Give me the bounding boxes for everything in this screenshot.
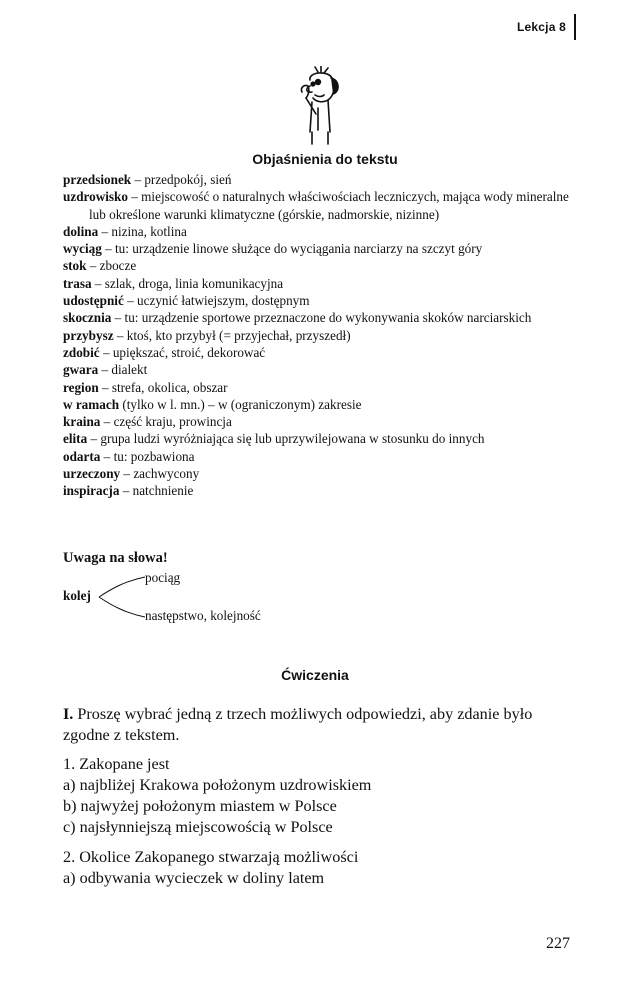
glossary-definition: upiększać, stroić, dekorować — [112, 344, 266, 360]
answer-option: a) odbywania wycieczek w doliny latem — [63, 869, 325, 887]
glossary-separator: – — [111, 310, 125, 326]
glossary-separator: – — [98, 362, 112, 378]
glossary-definition: grupa ludzi wyróżniająca się lub uprzywilejowana w stosunku do innych — [100, 431, 485, 447]
glossary-entry — [63, 309, 583, 326]
glossary-definition: tu: urządzenie linowe służące do wyciągania narciarzy na szczyt góry — [115, 241, 483, 257]
glossary-title: Objaśnienia do tekstu — [252, 151, 398, 167]
glossary-definition: część kraju, prowincja — [113, 414, 232, 430]
glossary-separator: – — [87, 431, 101, 447]
word-note-term: kolej — [63, 588, 91, 603]
glossary-separator: – — [98, 379, 112, 395]
glossary-entry — [63, 361, 583, 378]
glossary-term: uzdrowisko — [63, 189, 128, 205]
word-meaning-1: pociąg — [145, 570, 181, 585]
glossary-term: odarta — [63, 448, 101, 464]
glossary-term: przybysz — [63, 327, 114, 343]
question-stem: 2. Okolice Zakopanego stwarzają możliwości — [63, 848, 359, 866]
glossary-definition: tu: pozbawiona — [113, 448, 195, 464]
exercise-number: I. — [63, 705, 74, 723]
running-header — [517, 14, 576, 40]
glossary-definition: zachwycony — [133, 466, 200, 482]
glossary-entry — [63, 344, 583, 361]
glossary-definition: uczynić łatwiejszym, dostępnym — [137, 293, 310, 309]
glossary-term: urzeczony — [63, 466, 121, 482]
glossary-entry — [63, 465, 583, 482]
lesson-label: Lekcja 8 — [517, 20, 566, 34]
glossary-separator: – — [131, 172, 145, 187]
glossary-term: trasa — [63, 275, 92, 291]
glossary-separator: – — [120, 466, 134, 482]
glossary-definition: szlak, droga, linia komunikacyjna — [104, 275, 284, 291]
word-meaning-2: następstwo, kolejność — [145, 608, 261, 623]
glossary-entry — [63, 448, 583, 465]
glossary-definition: natchnienie — [132, 483, 194, 499]
glossary-entry — [63, 240, 583, 257]
glossary-term: region — [63, 379, 99, 395]
glossary-definition: nizina, kotlina — [111, 223, 187, 239]
glossary-separator: – — [113, 327, 127, 343]
exercises-title: Ćwiczenia — [281, 667, 349, 683]
glossary-term: wyciąg — [63, 241, 102, 257]
glossary-separator: – — [101, 241, 116, 257]
glossary-definition: przedpokój, sień — [144, 172, 232, 187]
glossary-definition: dialekt — [111, 362, 148, 378]
glossary-term: dolina — [63, 223, 99, 239]
glossary-term: udostępnić — [63, 293, 124, 309]
glossary-term: przedsionek — [63, 172, 132, 187]
exercise-block — [63, 704, 578, 889]
glossary-entry — [63, 275, 583, 292]
glossary-entry — [63, 482, 583, 499]
glossary-term: inspiracja — [63, 483, 120, 499]
glossary-separator: – — [100, 448, 114, 464]
header-rule — [574, 14, 576, 40]
glossary-list — [63, 171, 583, 500]
glossary-entry — [63, 413, 583, 430]
thinking-figure-illustration — [288, 66, 348, 146]
glossary-separator: – — [123, 293, 138, 309]
word-note-title: Uwaga na słowa! — [63, 550, 168, 566]
glossary-separator: – — [99, 344, 113, 360]
glossary-separator: – — [127, 189, 142, 205]
glossary-definition: miejscowość o naturalnych właściwościach leczniczych, mająca wody mineralne lub określone warunki klimatyczne (górskie, nadmorskie, nizinne) — [89, 189, 569, 222]
glossary-entry — [63, 379, 583, 396]
answer-option: b) najwyżej położonym miastem w Polsce — [63, 797, 337, 815]
glossary-term: skocznia — [63, 310, 112, 326]
glossary-term: zdobić — [63, 344, 100, 360]
glossary-separator: – — [98, 223, 112, 239]
page-number: 227 — [546, 935, 570, 952]
glossary-entry — [63, 430, 583, 447]
branch-lines — [97, 569, 149, 625]
glossary-separator: – — [86, 258, 100, 274]
exercise-instruction-text: Proszę wybrać jedną z trzech możliwych odpowiedzi, aby zdanie było zgodne z tekstem. — [63, 705, 533, 744]
answer-option: a) najbliżej Krakowa położonym uzdrowiskiem — [63, 776, 372, 794]
glossary-entry — [63, 292, 583, 309]
glossary-term: gwara — [63, 362, 99, 378]
exercise-instruction — [63, 704, 578, 746]
glossary-definition: strefa, okolica, obszar — [111, 379, 228, 395]
glossary-separator: – — [100, 414, 114, 430]
glossary-definition: (tylko w l. mn.) – w (ograniczonym) zakresie — [122, 396, 362, 412]
glossary-definition: ktoś, kto przybył (= przyjechał, przyszedł) — [126, 327, 351, 343]
glossary-entry — [63, 327, 583, 344]
glossary-entry — [63, 396, 583, 413]
glossary-separator: – — [91, 275, 105, 291]
glossary-separator: – — [119, 483, 133, 499]
glossary-definition: tu: urządzenie sportowe przeznaczone do wykonywania skoków narciarskich — [124, 310, 532, 326]
word-meaning-diagram — [63, 569, 323, 625]
glossary-term: elita — [63, 431, 88, 447]
question-spacer — [63, 838, 578, 847]
glossary-entry — [63, 188, 583, 223]
glossary-entry — [63, 257, 583, 274]
glossary-term: stok — [63, 258, 87, 274]
glossary-definition: zbocze — [99, 258, 137, 274]
glossary-term: kraina — [63, 414, 101, 430]
glossary-entry — [63, 171, 583, 188]
answer-option: c) najsłynniejszą miejscowością w Polsce — [63, 818, 333, 836]
question-stem: 1. Zakopane jest — [63, 755, 170, 773]
glossary-entry — [63, 223, 583, 240]
glossary-term: w ramach — [63, 396, 120, 412]
